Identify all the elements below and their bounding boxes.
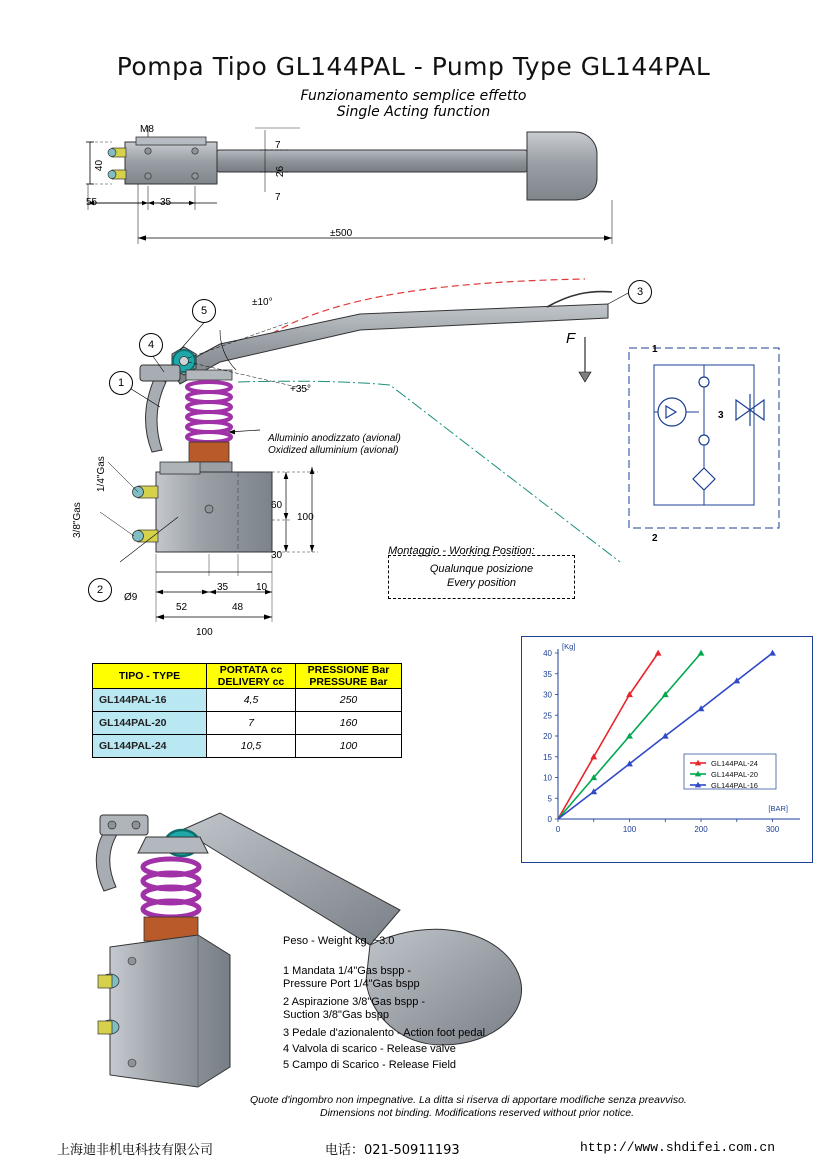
weight-label: Peso - Weight kg. ~3.0 xyxy=(283,935,395,947)
footnote-line-1: Quote d'ingombro non impegnative. La ditta si riserva di apportare modifiche senza preavviso. xyxy=(250,1094,687,1106)
dim-52: 52 xyxy=(176,602,188,613)
hydraulic-schematic xyxy=(624,340,784,540)
top-view-drawing xyxy=(60,120,700,250)
legend-item-1b: Pressure Port 1/4"Gas bspp xyxy=(283,978,420,990)
legend-item-5: 5 Campo di Scarico - Release Field xyxy=(283,1059,457,1071)
force-label: F xyxy=(566,330,576,347)
dim-48: 48 xyxy=(232,602,244,613)
svg-text:30: 30 xyxy=(543,690,552,700)
spec-table xyxy=(92,663,402,758)
page-title: Pompa Tipo GL144PAL - Pump Type GL144PAL xyxy=(116,52,711,81)
svg-text:0: 0 xyxy=(555,825,561,834)
svg-text:35: 35 xyxy=(543,669,552,679)
svg-text:[Kg]: [Kg] xyxy=(562,642,576,651)
dim-100-bottom: 100 xyxy=(196,627,213,638)
legend-item-4: 4 Valvola di scarico - Release valve xyxy=(283,1043,456,1055)
svg-text:10: 10 xyxy=(543,773,552,783)
svg-text:5: 5 xyxy=(547,794,552,804)
cell-delivery: 4,5 xyxy=(207,689,296,712)
schematic-port-2: 2 xyxy=(652,533,658,544)
dim-55: 55 xyxy=(86,197,98,208)
th-delivery xyxy=(207,664,296,689)
th-type: TIPO - TYPE xyxy=(93,664,207,689)
schematic-port-3: 3 xyxy=(718,410,724,421)
dim-d9: Ø9 xyxy=(124,592,138,603)
callout-1: 1 xyxy=(109,371,133,395)
callout-3: 3 xyxy=(628,280,652,304)
schematic-port-1: 1 xyxy=(652,344,658,355)
dim-35: 35 xyxy=(160,197,172,208)
dim-26: 26 xyxy=(275,165,287,178)
legend-item-2b: Suction 3/8"Gas bspp xyxy=(283,1009,390,1021)
footer-phone: 电话：021-50911193 xyxy=(325,1143,460,1158)
dim-40: 40 xyxy=(94,159,106,172)
material-note-en: Oxidized alluminium (avional) xyxy=(268,445,399,456)
cell-type: GL144PAL-16 xyxy=(93,689,207,712)
dim-10: 10 xyxy=(256,582,268,593)
th-delivery-it: PORTATA cc xyxy=(219,664,283,676)
svg-text:25: 25 xyxy=(543,711,552,721)
dim-500: ±500 xyxy=(330,228,353,239)
callout-2: 2 xyxy=(88,578,112,602)
table-row xyxy=(93,735,402,758)
dim-gas-14: 1/4"Gas xyxy=(96,456,107,492)
callout-5: 5 xyxy=(192,299,216,323)
footnote-line-2: Dimensions not binding. Modifications reserved without prior notice. xyxy=(320,1107,634,1119)
callout-4: 4 xyxy=(139,333,163,357)
subtitle-italian: Funzionamento semplice effetto xyxy=(300,88,527,104)
svg-text:100: 100 xyxy=(622,825,637,834)
th-delivery-en: DELIVERY cc xyxy=(217,676,285,688)
dim-7-top: 7 xyxy=(275,140,281,151)
legend-item-2: 2 Aspirazione 3/8"Gas bspp - xyxy=(283,996,426,1008)
svg-text:0: 0 xyxy=(547,815,552,824)
th-pressure-it: PRESSIONE Bar xyxy=(307,664,390,676)
legend-item-3: 3 Pedale d'azionalento - Action foot pedal xyxy=(283,1027,486,1039)
svg-text:[BAR]: [BAR] xyxy=(768,804,788,813)
dim-m8: M8 xyxy=(140,124,154,135)
cell-delivery: 7 xyxy=(207,712,296,735)
dim-7-bottom: 7 xyxy=(275,192,281,203)
angle-35-label: +35° xyxy=(290,384,311,395)
svg-text:GL144PAL-16: GL144PAL-16 xyxy=(711,781,758,790)
table-row xyxy=(93,712,402,735)
material-note-it: Alluminio anodizzato (avional) xyxy=(268,433,401,444)
table-header-row xyxy=(93,664,402,689)
dim-35-lower: 35 xyxy=(217,582,229,593)
cell-delivery: 10,5 xyxy=(207,735,296,758)
mounting-box xyxy=(388,555,575,599)
th-pressure xyxy=(296,664,402,689)
cell-type: GL144PAL-20 xyxy=(93,712,207,735)
mounting-line-2: Every position xyxy=(446,577,517,589)
angle-10-label: ±10° xyxy=(252,297,273,308)
dim-30: 30 xyxy=(271,550,283,561)
dim-100-right: 100 xyxy=(297,512,314,523)
mounting-line-1: Qualunque posizione xyxy=(429,563,534,575)
cell-pressure: 100 xyxy=(296,735,402,758)
cell-pressure: 160 xyxy=(296,712,402,735)
table-row xyxy=(93,689,402,712)
svg-text:GL144PAL-20: GL144PAL-20 xyxy=(711,770,758,779)
cell-type: GL144PAL-24 xyxy=(93,735,207,758)
cell-pressure: 250 xyxy=(296,689,402,712)
footer-company: 上海迪非机电科技有限公司 xyxy=(57,1143,214,1158)
footer-website[interactable]: http://www.shdifei.com.cn xyxy=(580,1140,776,1155)
svg-text:15: 15 xyxy=(543,752,552,762)
svg-text:200: 200 xyxy=(694,825,708,834)
dim-60: 60 xyxy=(271,500,283,511)
dim-gas-38: 3/8"Gas xyxy=(72,502,83,538)
svg-text:GL144PAL-24: GL144PAL-24 xyxy=(711,759,758,768)
legend-item-1: 1 Mandata 1/4"Gas bspp - xyxy=(283,965,412,977)
mounting-heading: Montaggio - Working Position: xyxy=(388,545,535,557)
side-view-drawing xyxy=(60,262,680,652)
svg-text:300: 300 xyxy=(765,825,780,834)
svg-text:40: 40 xyxy=(543,649,552,658)
svg-text:20: 20 xyxy=(543,732,552,741)
th-pressure-en: PRESSURE Bar xyxy=(309,676,388,688)
subtitle-english: Single Acting function xyxy=(336,104,491,120)
